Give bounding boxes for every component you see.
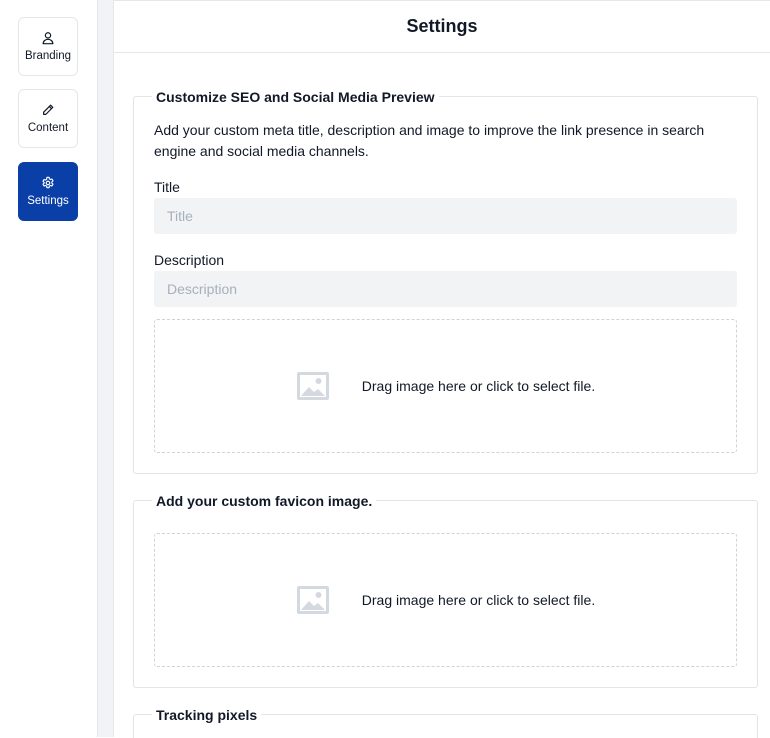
sidebar-item-label: Settings xyxy=(27,194,69,207)
title-input[interactable] xyxy=(154,198,737,234)
pencil-icon xyxy=(41,103,55,117)
sidebar-item-content[interactable] xyxy=(18,89,78,148)
main-content xyxy=(114,0,770,737)
tracking-pixels-panel xyxy=(133,707,758,738)
sidebar-divider xyxy=(97,0,114,737)
seo-panel-legend: Customize SEO and Social Media Preview xyxy=(152,88,439,106)
sidebar xyxy=(0,0,97,737)
title-field-label: Title xyxy=(154,179,180,195)
page-title: Settings xyxy=(406,16,478,36)
user-icon xyxy=(41,31,55,45)
favicon-dropzone[interactable] xyxy=(154,533,737,667)
image-placeholder-icon xyxy=(296,371,330,401)
seo-panel-description: Add your custom meta title, description and image to improve the link presence in search engine and social media channels. xyxy=(154,122,705,159)
page-header xyxy=(114,1,770,53)
description-field-label: Description xyxy=(154,252,225,268)
image-placeholder-icon xyxy=(296,585,330,615)
sidebar-item-label: Content xyxy=(27,121,69,134)
favicon-panel xyxy=(133,493,758,688)
sidebar-item-settings[interactable] xyxy=(18,162,78,221)
favicon-panel-legend: Add your custom favicon image. xyxy=(152,492,376,510)
sidebar-item-branding[interactable] xyxy=(18,17,78,76)
seo-panel xyxy=(133,89,758,474)
sidebar-item-label: Branding xyxy=(24,49,72,62)
seo-image-dropzone[interactable] xyxy=(154,319,737,453)
tracking-pixels-legend: Tracking pixels xyxy=(152,706,261,724)
description-input[interactable] xyxy=(154,271,737,307)
dropzone-text: Drag image here or click to select file. xyxy=(361,592,596,608)
gear-icon xyxy=(41,176,55,190)
dropzone-text: Drag image here or click to select file. xyxy=(361,378,596,394)
